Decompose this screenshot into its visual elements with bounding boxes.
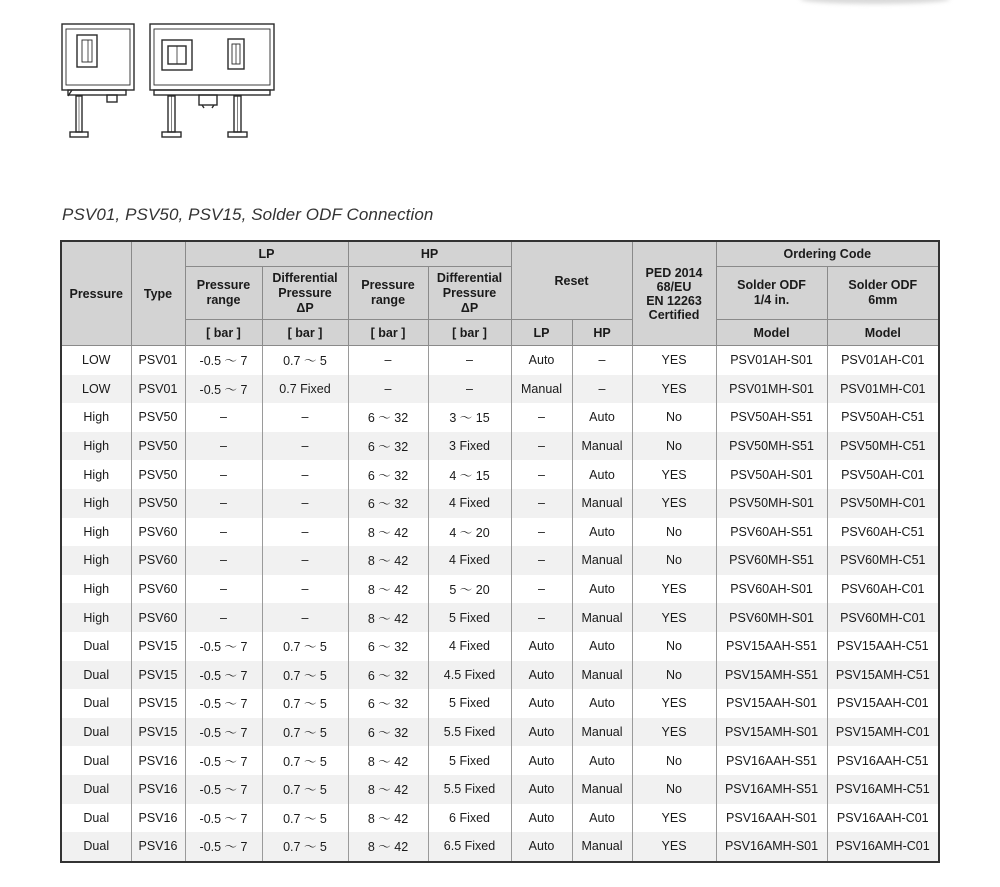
- cell-hp-range: 6 ～ 32: [348, 489, 428, 518]
- cell-type: PSV16: [131, 804, 185, 833]
- cell-pressure: Dual: [61, 832, 131, 862]
- cell-lp-differential: –: [262, 518, 348, 547]
- cell-type: PSV50: [131, 489, 185, 518]
- cell-model-solder-quarter-inch: PSV60MH-S01: [716, 603, 827, 632]
- header-solder-6mm: Solder ODF 6mm: [827, 267, 939, 320]
- cell-reset-lp: Auto: [511, 689, 572, 718]
- cell-reset-hp: Manual: [572, 489, 632, 518]
- header-unit-bar: [ bar ]: [428, 320, 511, 346]
- cell-hp-differential: 4 ～ 15: [428, 460, 511, 489]
- cell-lp-range: –: [185, 546, 262, 575]
- cell-reset-lp: –: [511, 546, 572, 575]
- cell-hp-differential: 3 ～ 15: [428, 403, 511, 432]
- header-lp: LP: [185, 241, 348, 267]
- cell-lp-range: -0.5 ～ 7: [185, 832, 262, 862]
- cell-model-solder-6mm: PSV16AAH-C01: [827, 804, 939, 833]
- table-row: [61, 575, 939, 604]
- cell-reset-lp: Auto: [511, 346, 572, 375]
- single-pressure-switch-drawing: [62, 24, 134, 137]
- cell-hp-range: 6 ～ 32: [348, 661, 428, 690]
- cell-reset-lp: –: [511, 489, 572, 518]
- cell-lp-differential: 0.7 Fixed: [262, 375, 348, 404]
- cell-hp-differential: 6 Fixed: [428, 804, 511, 833]
- cell-pressure: Dual: [61, 804, 131, 833]
- cell-reset-lp: –: [511, 575, 572, 604]
- cell-pressure: High: [61, 518, 131, 547]
- cell-model-solder-quarter-inch: PSV15AAH-S01: [716, 689, 827, 718]
- cell-type: PSV60: [131, 518, 185, 547]
- cell-model-solder-6mm: PSV50MH-C51: [827, 432, 939, 461]
- cell-hp-differential: 4 Fixed: [428, 632, 511, 661]
- cell-lp-range: –: [185, 460, 262, 489]
- cell-ped: No: [632, 546, 716, 575]
- cell-hp-range: 6 ～ 32: [348, 689, 428, 718]
- cell-type: PSV15: [131, 632, 185, 661]
- cell-lp-range: –: [185, 603, 262, 632]
- specification-table: [60, 240, 940, 863]
- table-row: [61, 346, 939, 375]
- cell-hp-differential: 5.5 Fixed: [428, 718, 511, 747]
- cell-hp-differential: 5 Fixed: [428, 746, 511, 775]
- cell-ped: YES: [632, 832, 716, 862]
- cell-type: PSV50: [131, 460, 185, 489]
- cell-hp-differential: 4.5 Fixed: [428, 661, 511, 690]
- cell-pressure: LOW: [61, 346, 131, 375]
- cell-model-solder-quarter-inch: PSV16AAH-S51: [716, 746, 827, 775]
- cell-model-solder-quarter-inch: PSV60AH-S01: [716, 575, 827, 604]
- cell-reset-hp: Auto: [572, 518, 632, 547]
- cell-hp-differential: 4 Fixed: [428, 489, 511, 518]
- cell-model-solder-6mm: PSV01MH-C01: [827, 375, 939, 404]
- header-hp-differential: Differential Pressure ΔP: [428, 267, 511, 320]
- cell-pressure: High: [61, 575, 131, 604]
- cell-lp-differential: 0.7 ～ 5: [262, 775, 348, 804]
- cell-reset-hp: Manual: [572, 775, 632, 804]
- cell-reset-hp: Manual: [572, 603, 632, 632]
- cell-type: PSV60: [131, 575, 185, 604]
- cell-lp-differential: 0.7 ～ 5: [262, 718, 348, 747]
- cell-pressure: Dual: [61, 746, 131, 775]
- cell-hp-range: 8 ～ 42: [348, 775, 428, 804]
- cell-ped: YES: [632, 346, 716, 375]
- header-pressure: Pressure: [61, 241, 131, 346]
- cell-reset-lp: Auto: [511, 661, 572, 690]
- table-row: [61, 403, 939, 432]
- cell-model-solder-6mm: PSV60AH-C51: [827, 518, 939, 547]
- cell-hp-range: 8 ～ 42: [348, 546, 428, 575]
- header-model: Model: [716, 320, 827, 346]
- cell-hp-range: 8 ～ 42: [348, 804, 428, 833]
- cell-hp-range: 8 ～ 42: [348, 575, 428, 604]
- cell-lp-range: -0.5 ～ 7: [185, 804, 262, 833]
- table-row: [61, 632, 939, 661]
- cell-model-solder-6mm: PSV15AMH-C51: [827, 661, 939, 690]
- cell-hp-range: 6 ～ 32: [348, 718, 428, 747]
- cell-ped: No: [632, 518, 716, 547]
- header-type: Type: [131, 241, 185, 346]
- cell-hp-differential: –: [428, 346, 511, 375]
- header-lp-pressure-range: Pressure range: [185, 267, 262, 320]
- cell-pressure: Dual: [61, 718, 131, 747]
- cell-type: PSV01: [131, 346, 185, 375]
- cell-lp-differential: –: [262, 460, 348, 489]
- cell-lp-differential: 0.7 ～ 5: [262, 804, 348, 833]
- cell-reset-lp: Auto: [511, 804, 572, 833]
- cell-type: PSV15: [131, 661, 185, 690]
- cell-lp-range: -0.5 ～ 7: [185, 346, 262, 375]
- cell-model-solder-6mm: PSV60AH-C01: [827, 575, 939, 604]
- cell-lp-differential: 0.7 ～ 5: [262, 346, 348, 375]
- cell-ped: No: [632, 775, 716, 804]
- cell-model-solder-quarter-inch: PSV01AH-S01: [716, 346, 827, 375]
- cell-lp-differential: –: [262, 575, 348, 604]
- cell-type: PSV16: [131, 832, 185, 862]
- cell-pressure: High: [61, 603, 131, 632]
- cell-type: PSV50: [131, 403, 185, 432]
- cell-type: PSV15: [131, 689, 185, 718]
- cell-lp-differential: 0.7 ～ 5: [262, 746, 348, 775]
- table-row: [61, 460, 939, 489]
- cell-lp-range: –: [185, 489, 262, 518]
- cell-hp-differential: 5 Fixed: [428, 689, 511, 718]
- cell-reset-lp: Auto: [511, 832, 572, 862]
- header-model: Model: [827, 320, 939, 346]
- cell-hp-differential: 6.5 Fixed: [428, 832, 511, 862]
- cell-pressure: High: [61, 403, 131, 432]
- cell-lp-differential: –: [262, 546, 348, 575]
- cell-type: PSV60: [131, 546, 185, 575]
- table-row: [61, 689, 939, 718]
- cell-hp-differential: 5.5 Fixed: [428, 775, 511, 804]
- cell-hp-range: 6 ～ 32: [348, 403, 428, 432]
- cell-lp-range: –: [185, 575, 262, 604]
- table-row: [61, 546, 939, 575]
- decorative-shadow: [800, 0, 950, 4]
- cell-reset-lp: Auto: [511, 718, 572, 747]
- table-row: [61, 832, 939, 862]
- cell-model-solder-6mm: PSV50AH-C01: [827, 460, 939, 489]
- cell-reset-hp: –: [572, 375, 632, 404]
- header-reset-lp: LP: [511, 320, 572, 346]
- cell-model-solder-6mm: PSV50AH-C51: [827, 403, 939, 432]
- cell-hp-range: 6 ～ 32: [348, 632, 428, 661]
- cell-ped: YES: [632, 489, 716, 518]
- cell-reset-lp: Manual: [511, 375, 572, 404]
- cell-reset-hp: Manual: [572, 432, 632, 461]
- cell-hp-range: 8 ～ 42: [348, 746, 428, 775]
- cell-ped: No: [632, 403, 716, 432]
- cell-reset-hp: Auto: [572, 689, 632, 718]
- table-row: [61, 775, 939, 804]
- table-row: [61, 804, 939, 833]
- cell-lp-differential: 0.7 ～ 5: [262, 661, 348, 690]
- cell-model-solder-quarter-inch: PSV15AAH-S51: [716, 632, 827, 661]
- cell-model-solder-quarter-inch: PSV50MH-S51: [716, 432, 827, 461]
- dual-pressure-switch-drawing: [150, 24, 274, 137]
- cell-pressure: LOW: [61, 375, 131, 404]
- cell-lp-differential: –: [262, 489, 348, 518]
- cell-reset-hp: Manual: [572, 832, 632, 862]
- cell-model-solder-6mm: PSV15AAH-C51: [827, 632, 939, 661]
- table-row: [61, 489, 939, 518]
- cell-model-solder-quarter-inch: PSV50MH-S01: [716, 489, 827, 518]
- header-reset: Reset: [511, 241, 632, 320]
- header-ordering-code: Ordering Code: [716, 241, 939, 267]
- cell-model-solder-quarter-inch: PSV16AMH-S01: [716, 832, 827, 862]
- cell-model-solder-6mm: PSV16AMH-C51: [827, 775, 939, 804]
- cell-type: PSV16: [131, 746, 185, 775]
- pressure-switch-drawings: [58, 20, 278, 145]
- cell-reset-lp: Auto: [511, 746, 572, 775]
- cell-hp-range: 8 ～ 42: [348, 518, 428, 547]
- cell-model-solder-quarter-inch: PSV16AMH-S51: [716, 775, 827, 804]
- cell-ped: No: [632, 746, 716, 775]
- cell-lp-range: -0.5 ～ 7: [185, 632, 262, 661]
- cell-ped: YES: [632, 689, 716, 718]
- cell-hp-range: 8 ～ 42: [348, 832, 428, 862]
- header-reset-hp: HP: [572, 320, 632, 346]
- cell-model-solder-quarter-inch: PSV50AH-S01: [716, 460, 827, 489]
- cell-reset-hp: Manual: [572, 661, 632, 690]
- cell-reset-lp: Auto: [511, 632, 572, 661]
- cell-hp-differential: 3 Fixed: [428, 432, 511, 461]
- table-row: [61, 661, 939, 690]
- header-hp: HP: [348, 241, 511, 267]
- cell-reset-lp: Auto: [511, 775, 572, 804]
- table-row: [61, 603, 939, 632]
- cell-pressure: Dual: [61, 775, 131, 804]
- table-caption: PSV01, PSV50, PSV15, Solder ODF Connection: [62, 205, 434, 224]
- cell-lp-range: -0.5 ～ 7: [185, 718, 262, 747]
- cell-lp-range: –: [185, 432, 262, 461]
- cell-reset-lp: –: [511, 603, 572, 632]
- cell-type: PSV01: [131, 375, 185, 404]
- cell-lp-differential: –: [262, 603, 348, 632]
- cell-lp-range: –: [185, 518, 262, 547]
- cell-hp-differential: 4 Fixed: [428, 546, 511, 575]
- cell-lp-differential: –: [262, 403, 348, 432]
- cell-reset-hp: Auto: [572, 460, 632, 489]
- cell-ped: No: [632, 432, 716, 461]
- cell-lp-differential: 0.7 ～ 5: [262, 632, 348, 661]
- cell-model-solder-quarter-inch: PSV50AH-S51: [716, 403, 827, 432]
- cell-model-solder-quarter-inch: PSV60AH-S51: [716, 518, 827, 547]
- cell-hp-differential: –: [428, 375, 511, 404]
- cell-ped: YES: [632, 804, 716, 833]
- cell-hp-differential: 4 ～ 20: [428, 518, 511, 547]
- cell-hp-range: 6 ～ 32: [348, 432, 428, 461]
- cell-reset-hp: Auto: [572, 804, 632, 833]
- cell-ped: YES: [632, 718, 716, 747]
- cell-lp-range: -0.5 ～ 7: [185, 689, 262, 718]
- cell-hp-range: 6 ～ 32: [348, 460, 428, 489]
- cell-type: PSV60: [131, 603, 185, 632]
- cell-pressure: High: [61, 460, 131, 489]
- cell-reset-lp: –: [511, 460, 572, 489]
- cell-hp-range: –: [348, 375, 428, 404]
- table-body: [61, 346, 939, 862]
- cell-model-solder-6mm: PSV15AAH-C01: [827, 689, 939, 718]
- cell-hp-range: 8 ～ 42: [348, 603, 428, 632]
- cell-pressure: Dual: [61, 661, 131, 690]
- cell-pressure: Dual: [61, 632, 131, 661]
- cell-ped: No: [632, 632, 716, 661]
- cell-hp-range: –: [348, 346, 428, 375]
- cell-pressure: High: [61, 489, 131, 518]
- cell-ped: YES: [632, 575, 716, 604]
- cell-type: PSV50: [131, 432, 185, 461]
- cell-model-solder-6mm: PSV60MH-C51: [827, 546, 939, 575]
- cell-model-solder-quarter-inch: PSV15AMH-S51: [716, 661, 827, 690]
- cell-reset-hp: Manual: [572, 546, 632, 575]
- cell-lp-range: -0.5 ～ 7: [185, 661, 262, 690]
- header-lp-differential: Differential Pressure ΔP: [262, 267, 348, 320]
- cell-model-solder-6mm: PSV16AMH-C01: [827, 832, 939, 862]
- cell-model-solder-6mm: PSV60MH-C01: [827, 603, 939, 632]
- header-unit-bar: [ bar ]: [262, 320, 348, 346]
- cell-lp-range: –: [185, 403, 262, 432]
- cell-lp-range: -0.5 ～ 7: [185, 375, 262, 404]
- cell-type: PSV16: [131, 775, 185, 804]
- cell-reset-hp: Manual: [572, 718, 632, 747]
- header-unit-bar: [ bar ]: [185, 320, 262, 346]
- cell-lp-range: -0.5 ～ 7: [185, 746, 262, 775]
- cell-model-solder-6mm: PSV50MH-C01: [827, 489, 939, 518]
- table-row: [61, 718, 939, 747]
- cell-model-solder-quarter-inch: PSV16AAH-S01: [716, 804, 827, 833]
- cell-model-solder-6mm: PSV16AAH-C51: [827, 746, 939, 775]
- cell-hp-differential: 5 Fixed: [428, 603, 511, 632]
- cell-model-solder-quarter-inch: PSV15AMH-S01: [716, 718, 827, 747]
- cell-reset-lp: –: [511, 432, 572, 461]
- header-unit-bar: [ bar ]: [348, 320, 428, 346]
- cell-model-solder-quarter-inch: PSV60MH-S51: [716, 546, 827, 575]
- cell-pressure: High: [61, 432, 131, 461]
- header-hp-pressure-range: Pressure range: [348, 267, 428, 320]
- cell-pressure: Dual: [61, 689, 131, 718]
- table-row: [61, 518, 939, 547]
- cell-hp-differential: 5 ～ 20: [428, 575, 511, 604]
- cell-lp-differential: 0.7 ～ 5: [262, 832, 348, 862]
- cell-model-solder-6mm: PSV15AMH-C01: [827, 718, 939, 747]
- cell-lp-range: -0.5 ～ 7: [185, 775, 262, 804]
- cell-ped: No: [632, 661, 716, 690]
- header-ped-certified: PED 2014 68/EU EN 12263 Certified: [632, 241, 716, 346]
- table-row: [61, 746, 939, 775]
- header-solder-quarter-inch: Solder ODF 1/4 in.: [716, 267, 827, 320]
- cell-reset-lp: –: [511, 403, 572, 432]
- cell-model-solder-6mm: PSV01AH-C01: [827, 346, 939, 375]
- cell-lp-differential: 0.7 ～ 5: [262, 689, 348, 718]
- cell-ped: YES: [632, 603, 716, 632]
- cell-ped: YES: [632, 460, 716, 489]
- table-row: [61, 432, 939, 461]
- cell-reset-hp: –: [572, 346, 632, 375]
- cell-pressure: High: [61, 546, 131, 575]
- cell-reset-lp: –: [511, 518, 572, 547]
- cell-model-solder-quarter-inch: PSV01MH-S01: [716, 375, 827, 404]
- cell-ped: YES: [632, 375, 716, 404]
- table-row: [61, 375, 939, 404]
- cell-reset-hp: Auto: [572, 746, 632, 775]
- cell-reset-hp: Auto: [572, 575, 632, 604]
- cell-lp-differential: –: [262, 432, 348, 461]
- cell-reset-hp: Auto: [572, 632, 632, 661]
- cell-reset-hp: Auto: [572, 403, 632, 432]
- cell-type: PSV15: [131, 718, 185, 747]
